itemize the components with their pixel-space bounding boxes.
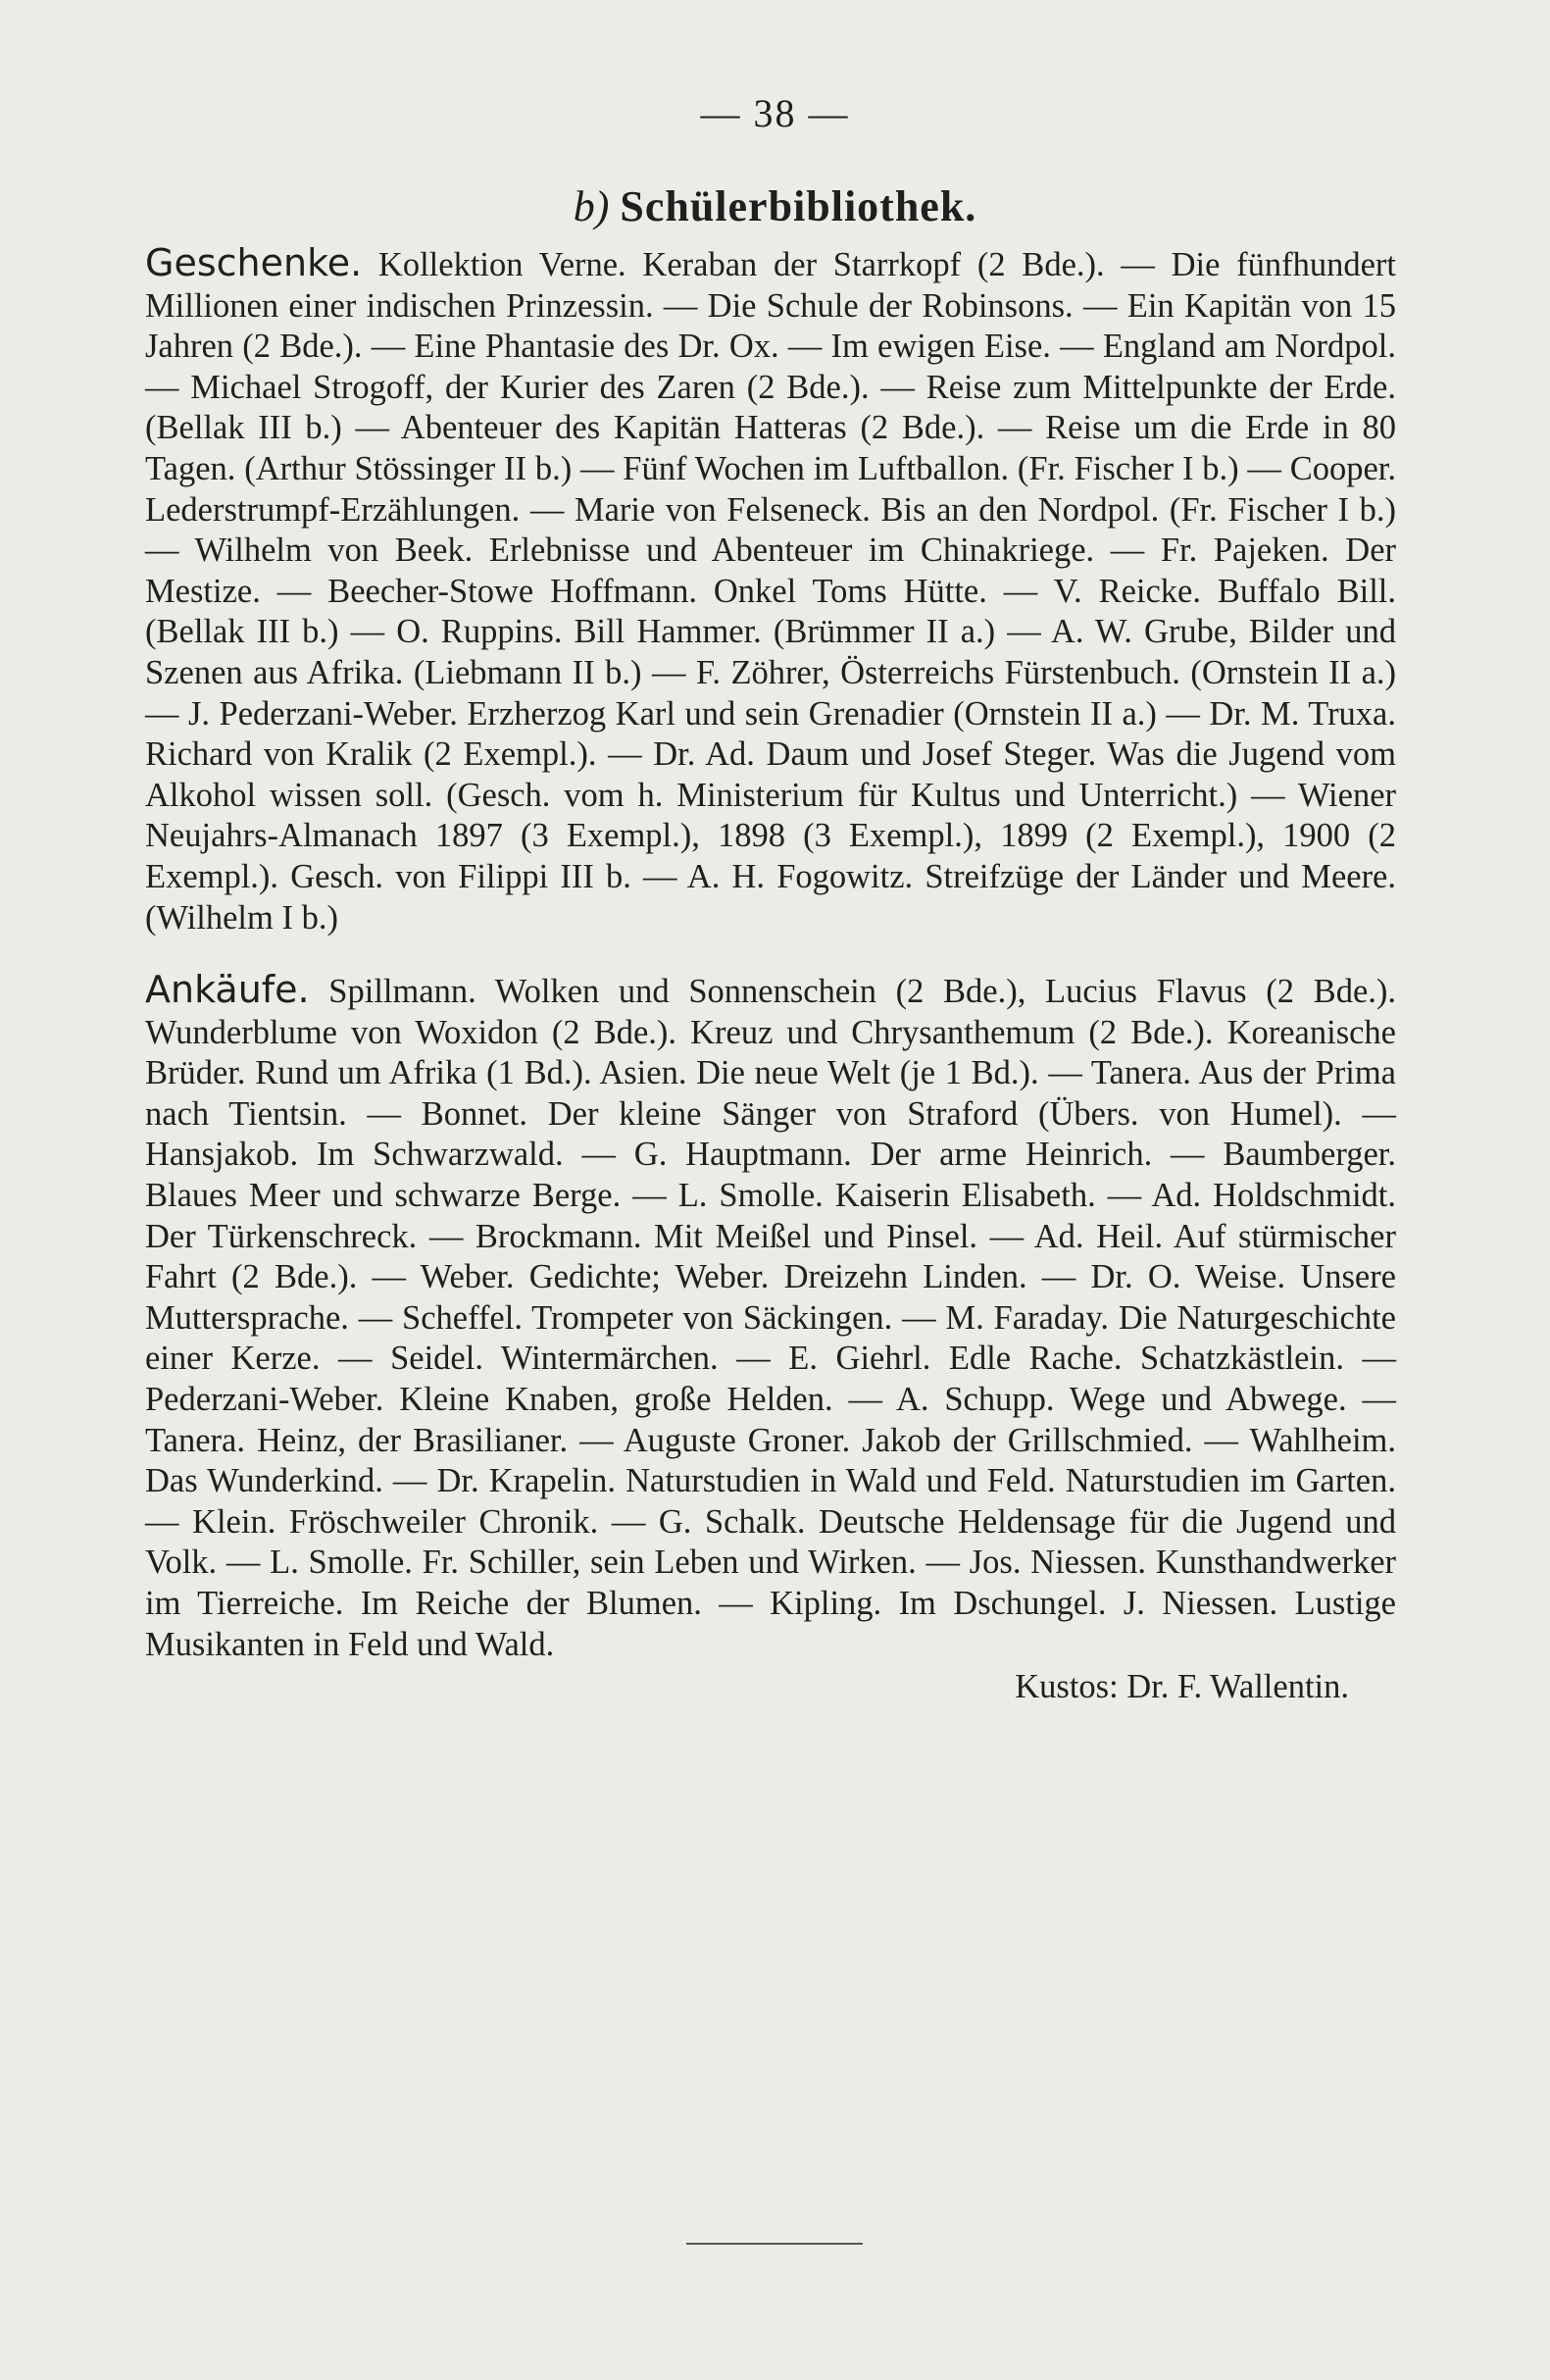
section-title: Schülerbibliothek. <box>620 182 977 230</box>
paragraph-lead-ankaeufe: Ankäufe. <box>145 968 310 1012</box>
paragraph-lead-geschenke: Geschenke. <box>145 241 363 284</box>
document-body <box>145 243 1396 1708</box>
paragraph-text-geschenke: Kollektion Verne. Keraban der Starrkopf (2 Bde.). — Die fünfhundert Millionen einer indischen Prinzessin. — Die Schule der Robinsons. — Ein Kapitän von 15 Jahren (2 Bde.). — Eine Phantasie des Dr. Ox. — Im ewigen Eise. — England am Nordpol. — Michael Strogoff, der Kurier des Zaren (2 Bde.). — Reise zum Mittelpunkte der Erde. (Bellak III b.) — Abenteuer des Kapitän Hatteras (2 Bde.). — Reise um die Erde in 80 Tagen. (Arthur Stössinger II b.) — Fünf Wochen im Luftballon. (Fr. Fischer I b.) — Cooper. Lederstrumpf-Erzählungen. — Marie von Felseneck. Bis an den Nordpol. (Fr. Fischer I b.) — Wilhelm von Beek. Erlebnisse und Abenteuer im Chinakriege. — Fr. Pajeken. Der Mestize. — Beecher-Stowe Hoffmann. Onkel Toms Hütte. — V. Reicke. Buffalo Bill. (Bellak III b.) — O. Ruppins. Bill Hammer. (Brümmer II a.) — A. W. Grube, Bilder und Szenen aus Afrika. (Liebmann II b.) — F. Zöhrer, Österreichs Fürstenbuch. (Ornstein II a.) — J. Pederzani-Weber. Erzherzog Karl und sein Grenadier (Ornstein II a.) — Dr. M. Truxa. Richard von Kralik (2 Exempl.). — Dr. Ad. Daum und Josef Steger. Was die Jugend vom Alkohol wissen soll. (Gesch. vom h. Ministerium für Kultus und Unterricht.) — Wiener Neujahrs-Almanach 1897 (3 Exempl.), 1898 (3 Exempl.), 1899 (2 Exempl.), 1900 (2 Exempl.). Gesch. von Filippi III b. — A. H. Fogowitz. Streifzüge der Länder und Meere. (Wilhelm I b.) <box>145 246 1397 937</box>
page-number: — 38 — <box>700 91 850 135</box>
closing-rule <box>686 2243 863 2245</box>
section-label: b) <box>573 182 610 230</box>
paragraph-ankaeufe <box>145 970 1396 1665</box>
custodian-signature: Kustos: Dr. F. Wallentin. <box>1015 1668 1349 1706</box>
section-heading <box>0 181 1550 231</box>
paragraph-text-ankaeufe: Spillmann. Wolken und Sonnenschein (2 Bde.), Lucius Flavus (2 Bde.). Wunderblume von Woxidon (2 Bde.). Kreuz und Chrysanthemum (2 Bde.). Koreanische Brüder. Rund um Afrika (1 Bd.). Asien. Die neue Welt (je 1 Bd.). — Tanera. Aus der Prima nach Tientsin. — Bonnet. Der kleine Sänger von Straford (Übers. von Humel). — Hansjakob. Im Schwarzwald. — G. Hauptmann. Der arme Heinrich. — Baumberger. Blaues Meer und schwarze Berge. — L. Smolle. Kaiserin Elisabeth. — Ad. Holdschmidt. Der Türkenschreck. — Brockmann. Mit Meißel und Pinsel. — Ad. Heil. Auf stürmischer Fahrt (2 Bde.). — Weber. Gedichte; Weber. Dreizehn Linden. — Dr. O. Weise. Unsere Muttersprache. — Scheffel. Trompeter von Säckingen. — M. Faraday. Die Naturgeschichte einer Kerze. — Seidel. Wintermärchen. — E. Giehrl. Edle Rache. Schatzkästlein. — Pederzani-Weber. Kleine Knaben, große Helden. — A. Schupp. Wege und Abwege. — Tanera. Heinz, der Brasilianer. — Auguste Groner. Jakob der Grillschmied. — Wahlheim. Das Wunderkind. — Dr. Krapelin. Naturstudien in Wald und Feld. Naturstudien im Garten. — Klein. Fröschweiler Chronik. — G. Schalk. Deutsche Heldensage für die Jugend und Volk. — L. Smolle. Fr. Schiller, sein Leben und Wirken. — Jos. Niessen. Kunsthandwerker im Tierreiche. Im Reiche der Blumen. — Kipling. Im Dschungel. J. Niessen. Lustige Musikanten in Feld und Wald. <box>145 973 1396 1663</box>
paragraph-geschenke <box>145 243 1396 938</box>
